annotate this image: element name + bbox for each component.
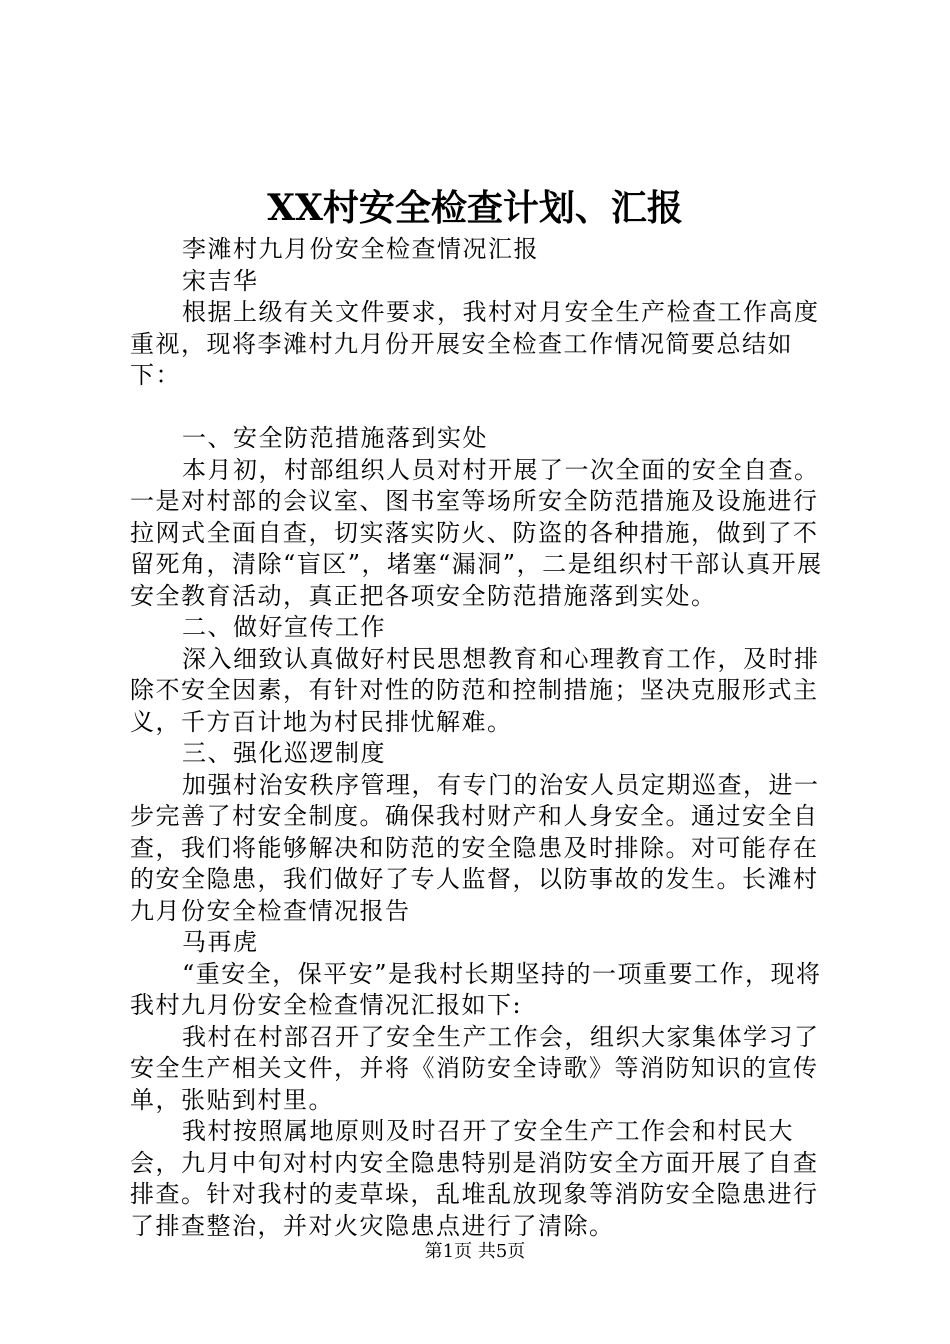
section-paragraph-1: 本月初，村部组织人员对村开展了一次全面的安全自查。一是对村部的会议室、图书室等场所安全防范措施及设施进行拉网式全面自查，切实落实防火、防盗的各种措施，做到了不留死角，清除“盲区”，堵塞“漏洞”，二是组织村干部认真开展安全教育活动，真正把各项安全防范措施落到实处。 [130,455,823,610]
report-subtitle: 李滩村九月份安全检查情况汇报 [182,235,539,263]
report-paragraph-2: 我村在村部召开了安全生产工作会，组织大家集体学习了安全生产相关文件，并将《消防安全诗歌》等消防知识的宣传单，张贴到村里。 [130,1022,820,1114]
paragraph-gap [130,392,832,424]
author-name-2: 马再虎 [182,928,259,956]
section-paragraph-3: 加强村治安秩序管理，有专门的治安人员定期巡查，进一步完善了村安全制度。确保我村财产和人身安全。通过安全自查，我们将能够解决和防范的安全隐患及时排除。对可能存在的安全隐患，我们做好了专人监督，以防事故的发生。长滩村九月份安全检查情况报告 [130,770,820,925]
report-paragraph-3: 我村按照属地原则及时召开了安全生产工作会和村民大会，九月中旬对村内安全隐患特别是消防安全方面开展了自查排查。针对我村的麦草垛，乱堆乱放现象等消防安全隐患进行了排查整治，并对火灾隐患点进行了清除。 [130,1117,819,1240]
section-heading-3: 三、强化巡逻制度 [182,739,386,767]
document-title: XX村安全检查计划、汇报 [267,187,683,229]
document-body [130,234,832,1242]
section-heading-2: 二、做好宣传工作 [182,613,386,641]
intro-paragraph: 根据上级有关文件要求，我村对月安全生产检查工作高度重视，现将李滩村九月份开展安全检查工作情况简要总结如下： [130,298,820,389]
section-paragraph-2: 深入细致认真做好村民思想教育和心理教育工作，及时排除不安全因素，有针对性的防范和控制措施；坚决克服形式主义，千方百计地为村民排忧解难。 [130,644,820,736]
section-heading-1: 一、安全防范措施落到实处 [182,424,488,452]
page-number: 第1页 共5页 [424,1241,526,1262]
author-name: 宋吉华 [182,266,259,295]
report-paragraph-1: “重安全，保平安”是我村长期坚持的一项重要工作，现将我村九月份安全检查情况汇报如下: [130,959,822,1019]
